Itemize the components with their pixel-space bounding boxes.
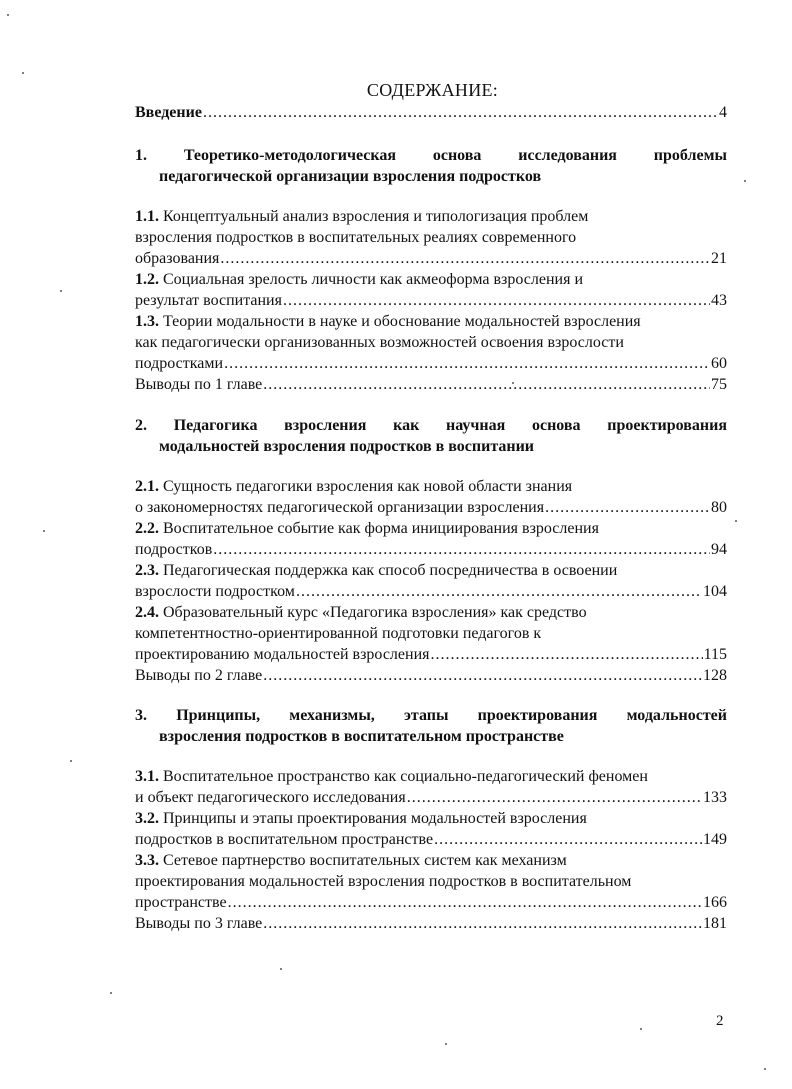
- section-number: 1.2.: [135, 271, 159, 288]
- section-number: 3.2.: [135, 810, 159, 827]
- toc-entry-1-1[interactable]: [135, 206, 727, 227]
- section-text: результат воспитания: [135, 292, 282, 309]
- section-text: проектированию модальностей взросления: [135, 646, 430, 663]
- section-text: Сетевое партнерство воспитательных систем как механизм: [163, 852, 567, 869]
- section-number: 1.3.: [135, 313, 159, 330]
- toc-entry-conclusion-2[interactable]: [135, 665, 727, 686]
- toc-entry-1-3-end[interactable]: [135, 353, 727, 374]
- toc-entry-3-3[interactable]: [135, 850, 727, 871]
- toc-entry-2-1-end[interactable]: [135, 497, 727, 518]
- toc-page: 75: [711, 376, 727, 393]
- section-number: 2.1.: [135, 478, 159, 495]
- toc-entry-3-3-cont: проектирования модальностей взросления подростков в воспитательном: [135, 873, 632, 890]
- toc-entry-3-3-end[interactable]: [135, 892, 727, 913]
- toc-entry-1-2[interactable]: [135, 269, 727, 290]
- scan-speck: [110, 992, 112, 994]
- toc-entry-intro[interactable]: [135, 102, 727, 123]
- section-text: Воспитательное пространство как социально-педагогический феномен: [163, 768, 648, 785]
- toc-page: 115: [703, 646, 727, 663]
- scan-speck: [640, 1028, 642, 1030]
- chapter-2-heading-cont: модальностей взросления подростков в воспитании: [159, 438, 535, 455]
- toc-page: 60: [711, 355, 727, 372]
- scan-speck: [764, 1068, 766, 1070]
- section-text: подростков в воспитательном пространстве: [135, 831, 434, 848]
- toc-entry-2-2-end[interactable]: [135, 539, 727, 560]
- toc-page: 149: [703, 831, 727, 848]
- scan-speck: [280, 968, 282, 970]
- toc-page: 43: [711, 292, 727, 309]
- chapter-2-heading: 2. Педагогика взросления как научная основа проектирования: [135, 417, 727, 434]
- section-number: 3.1.: [135, 768, 159, 785]
- section-text: подростков: [135, 541, 213, 558]
- section-text: о закономерностях педагогической организации взросления: [135, 499, 545, 516]
- toc-entry-3-1[interactable]: [135, 766, 727, 787]
- dot-leader: [407, 787, 702, 808]
- toc-page: 21: [711, 250, 727, 267]
- scan-speck: [43, 530, 45, 532]
- section-text: Социальная зрелость личности как акмеоформа взросления и: [163, 271, 584, 288]
- dot-leader: [213, 539, 710, 560]
- section-text: Образовательный курс «Педагогика взросления» как средство: [163, 604, 587, 621]
- dot-leader: [228, 892, 702, 913]
- chapter-1-heading-cont: педагогической организации взросления подростков: [159, 168, 542, 185]
- section-text: Воспитательное событие как форма инициирования взросления: [163, 520, 599, 537]
- section-number: 1.1.: [135, 208, 159, 225]
- toc-label: Введение: [135, 104, 202, 121]
- scan-speck: [70, 760, 72, 762]
- chapter-3-heading: 3. Принципы, механизмы, этапы проектирования модальностей: [135, 707, 727, 724]
- scan-speck: [735, 520, 737, 522]
- toc-entry-2-2[interactable]: [135, 518, 727, 539]
- toc-page: 128: [703, 667, 727, 684]
- toc-entry-2-4-cont: компетентностно-ориентированной подготовки педагогов к: [135, 625, 542, 642]
- toc-page: 4: [719, 104, 727, 121]
- toc-entry-conclusion-1[interactable]: [135, 374, 727, 395]
- toc-page: 166: [703, 894, 727, 911]
- section-text: Принципы и этапы проектирования модальностей взросления: [163, 810, 587, 827]
- dot-leader: [431, 644, 703, 665]
- section-text: пространстве: [135, 894, 227, 911]
- section-text: Педагогическая поддержка как способ посредничества в освоении: [163, 562, 618, 579]
- section-number: 2.4.: [135, 604, 159, 621]
- dot-leader: [203, 102, 718, 123]
- section-number: 3.3.: [135, 852, 159, 869]
- scan-speck: [445, 1043, 447, 1045]
- section-text: подростками: [135, 355, 224, 372]
- section-text: Сущность педагогики взросления как новой области знания: [163, 478, 573, 495]
- section-text: образования: [135, 250, 220, 267]
- chapter-1-heading: 1. Теоретико-методологическая основа исследования проблемы: [135, 147, 727, 164]
- toc-entry-1-3[interactable]: [135, 311, 727, 332]
- chapter-3-heading-cont: взросления подростков в воспитательном пространстве: [159, 728, 564, 745]
- section-text: Концептуальный анализ взросления и типологизация проблем: [163, 208, 589, 225]
- toc-label: Выводы по 3 главе: [135, 915, 263, 932]
- toc-page: 181: [703, 915, 727, 932]
- section-number: 2.3.: [135, 562, 159, 579]
- toc-page: 133: [703, 789, 727, 806]
- toc-entry-1-1-cont: взросления подростков в воспитательных реалиях современного: [135, 229, 577, 246]
- section-text: взрослости подростком: [135, 583, 295, 600]
- dot-leader: [220, 248, 710, 269]
- toc-entry-1-3-cont: как педагогически организованных возможностей освоения взрослости: [135, 334, 624, 351]
- dot-leader: [224, 353, 710, 374]
- toc-label: Выводы по 1 главе: [135, 376, 263, 393]
- toc-page: 94: [711, 541, 727, 558]
- section-number: 2.2.: [135, 520, 159, 537]
- page-title: СОДЕРЖАНИЕ:: [366, 80, 499, 100]
- dot-leader: [545, 497, 710, 518]
- scan-speck: [7, 14, 9, 16]
- toc-entry-1-1-end[interactable]: [135, 248, 727, 269]
- toc-entry-2-3-end[interactable]: [135, 581, 727, 602]
- toc-entry-2-4-end[interactable]: [135, 644, 727, 665]
- section-text: и объект педагогического исследования: [135, 789, 406, 806]
- page-number: 2: [716, 1013, 724, 1029]
- toc-entry-2-1[interactable]: [135, 476, 727, 497]
- scan-speck: [22, 72, 24, 74]
- section-text: Теории модальности в науке и обоснование модальностей взросления: [163, 313, 641, 330]
- dot-leader: [434, 829, 702, 850]
- scan-speck: [512, 382, 514, 384]
- toc-entry-3-1-end[interactable]: [135, 787, 727, 808]
- dot-leader: [263, 665, 702, 686]
- toc-entry-conclusion-3[interactable]: [135, 913, 727, 934]
- dot-leader: [263, 374, 710, 395]
- toc-entry-2-4[interactable]: [135, 602, 727, 623]
- dot-leader: [296, 581, 702, 602]
- toc-page: 80: [711, 499, 727, 516]
- toc-entry-2-3[interactable]: [135, 560, 727, 581]
- scan-speck: [60, 290, 62, 292]
- toc-page: 104: [703, 583, 727, 600]
- dot-leader: [283, 290, 710, 311]
- toc-entry-1-2-end[interactable]: [135, 290, 727, 311]
- toc-entry-3-2-end[interactable]: [135, 829, 727, 850]
- toc-entry-3-2[interactable]: [135, 808, 727, 829]
- toc-label: Выводы по 2 главе: [135, 667, 263, 684]
- scan-speck: [744, 180, 746, 182]
- dot-leader: [263, 913, 702, 934]
